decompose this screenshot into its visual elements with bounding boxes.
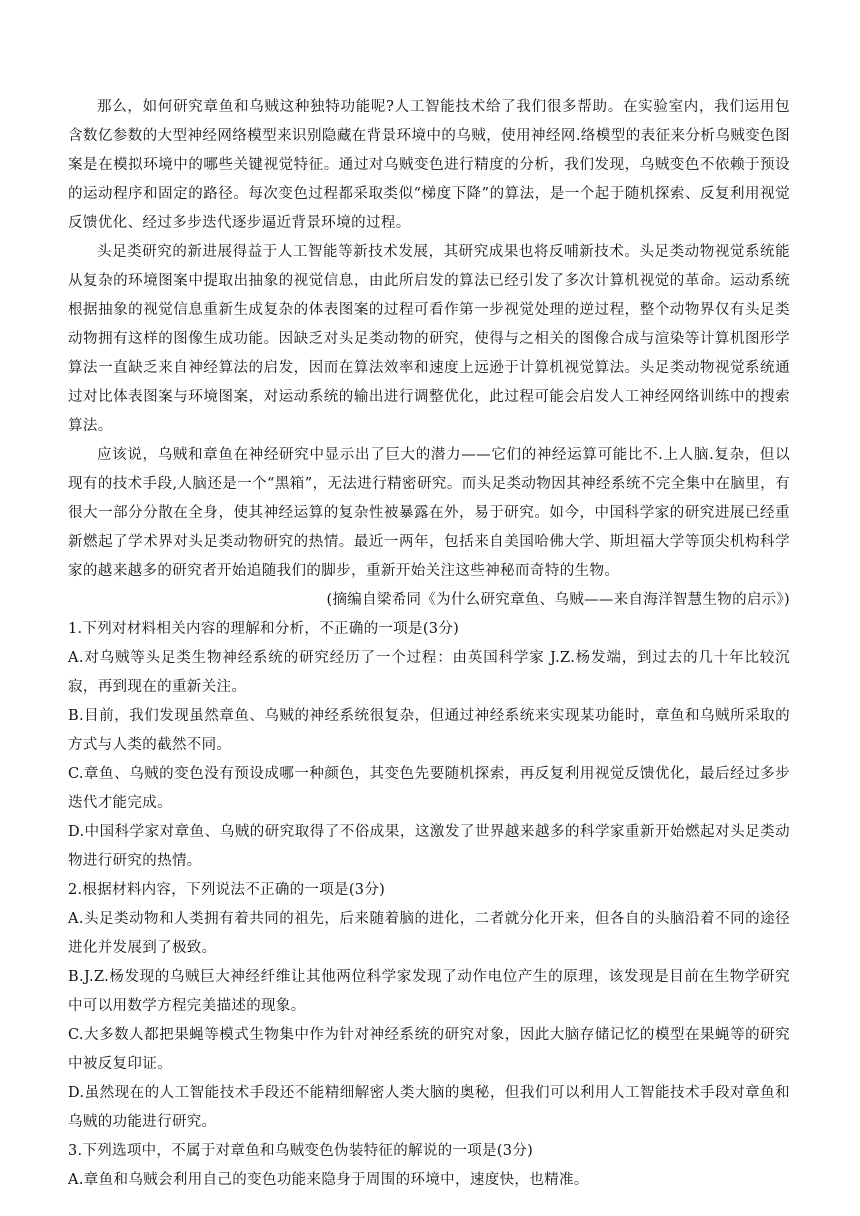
passage-paragraph-3: 应该说，乌贼和章鱼在神经研究中显示出了巨大的潜力——它们的神经运算可能比不.上人脑.复杂，但以现有的技术手段,人脑还是一个“黑箱”，无法进行精密研究。而头足类动物因其神经系统不完全集中在脑里，有很大一部分分散在全身，使其神经运算的复杂性被暴露在外，易于研究。如今，中国科学家的研究进展已经重新燃起了学术界对头足类动物研究的热情。最近一两年，包括来自美国哈佛大学、斯坦福大学等顶尖机构科学家的越来越多的研究者开始追随我们的脚步，重新开始关注这些神秘而奇特的生物。 (68, 447, 790, 579)
question-2 (68, 876, 790, 1137)
question-3-stem: 3.下列选项中，不属于对章鱼和乌贼变色伪装特征的解说的一项是(3分) (68, 1143, 534, 1159)
passage-paragraph-2: 头足类研究的新进展得益于人工智能等新技术发展，其研究成果也将反哺新技术。头足类动物视觉系统能从复杂的环境图案中提取出抽象的视觉信息，由此所启发的算法已经引发了多次计算机视觉的革命。运动系统根据抽象的视觉信息重新生成复杂的体表图案的过程可看作第一步视觉处理的逆过程，整个动物界仅有头足类动物拥有这样的图像生成功能。因缺乏对头足类动物的研究，使得与之相关的图像合成与渲染等计算机图形学算法一直缺乏来自神经算法的启发，因而在算法效率和速度上远逊于计算机视觉算法。头足类动物视觉系统通过对比体表图案与环境图案，对运动系统的输出进行调整优化，此过程可能会启发人工神经网络训练中的搜索算法。 (68, 244, 790, 434)
question-1-option-a: A.对乌贼等头足类生物神经系统的研究经历了一个过程：由英国科学家 J.Z.杨发端，到过去的几十年比较沉寂，再到现在的重新关注。 (68, 650, 790, 695)
question-2-stem: 2.根据材料内容，下列说法不正确的一项是(3分) (68, 882, 386, 898)
question-1-stem: 1.下列对材料相关内容的理解和分析，不正确的一项是(3分) (68, 621, 460, 637)
question-3-option-a: A.章鱼和乌贼会利用自己的变色功能来隐身于周围的环境中，速度快，也精准。 (68, 1172, 589, 1188)
question-1 (68, 615, 790, 876)
question-1-option-d: D.中国科学家对章鱼、乌贼的研究取得了不俗成果，这激发了世界越来越多的科学家重新开始燃起对头足类动物进行研究的热情。 (68, 824, 790, 869)
passage-source: (摘编自梁希同《为什么研究章鱼、乌贼——来自海洋智慧生物的启示》) (326, 592, 790, 608)
question-1-option-b: B.目前，我们发现虽然章鱼、乌贼的神经系统很复杂，但通过神经系统来实现某功能时，章鱼和乌贼所采取的方式与人类的截然不同。 (68, 708, 790, 753)
question-2-option-a: A.头足类动物和人类拥有着共同的祖先，后来随着脑的进化，二者就分化开来，但各自的头脑沿着不同的途径进化并发展到了极致。 (68, 911, 790, 956)
exam-page (68, 93, 790, 1195)
question-2-option-b: B.J.Z.杨发现的乌贼巨大神经纤维让其他两位科学家发现了动作电位产生的原理，该发现是目前在生物学研究中可以用数学方程完美描述的现象。 (68, 969, 790, 1014)
question-3 (68, 1137, 790, 1195)
question-2-option-d: D.虽然现在的人工智能技术手段还不能精细解密人类大脑的奥秘，但我们可以利用人工智能技术手段对章鱼和乌贼的功能进行研究。 (68, 1085, 790, 1130)
passage-paragraph-1: 那么，如何研究章鱼和乌贼这种独特功能呢?人工智能技术给了我们很多帮助。在实验室内，我们运用包含数亿参数的大型神经网络模型来识别隐藏在背景环境中的乌贼，使用神经网.络模型的表征来分析乌贼变色图案是在模拟环境中的哪些关键视觉特征。通过对乌贼变色进行精度的分析，我们发现，乌贼变色不依赖于预设的运动程序和固定的路径。每次变色过程都采取类似“梯度下降”的算法，是一个起于随机探索、反复利用视觉反馈优化、经过多步迭代逐步逼近背景环境的过程。 (68, 99, 790, 231)
question-1-option-c: C.章鱼、乌贼的变色没有预设成哪一种颜色，其变色先要随机探索，再反复利用视觉反馈优化，最后经过多步迭代才能完成。 (68, 766, 790, 811)
question-2-option-c: C.大多数人都把果蝇等模式生物集中作为针对神经系统的研究对象，因此大脑存储记忆的模型在果蝇等的研究中被反复印证。 (68, 1027, 790, 1072)
